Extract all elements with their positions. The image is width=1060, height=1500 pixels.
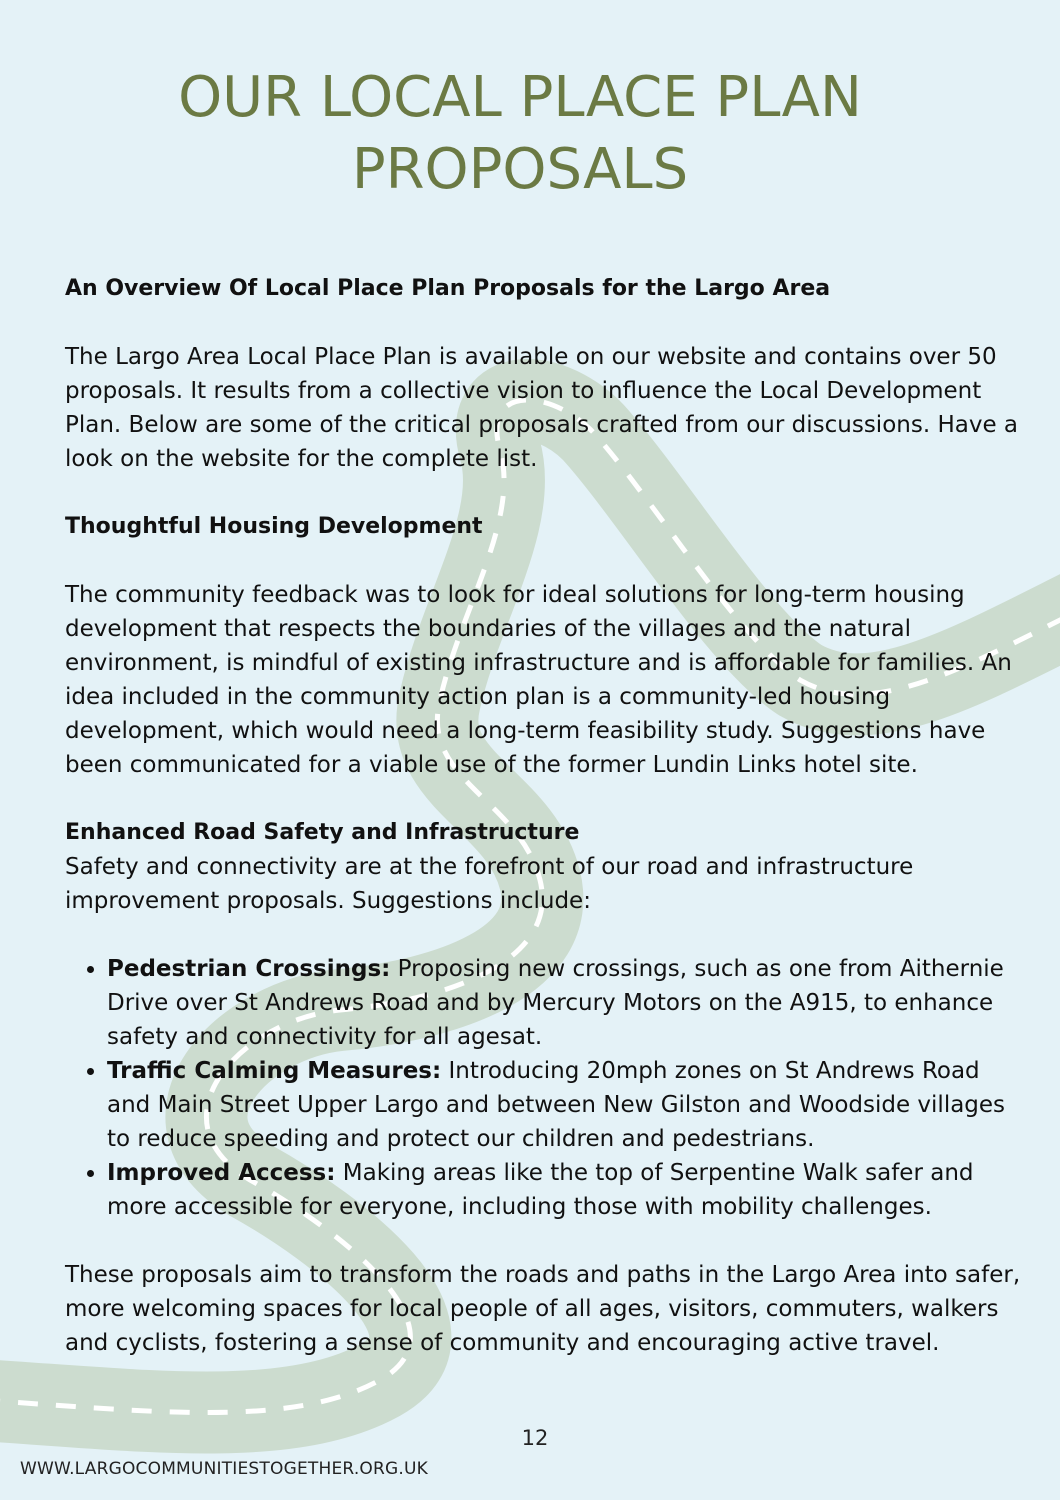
main-content xyxy=(65,272,1025,1360)
bullet-label: Pedestrian Crossings: xyxy=(107,956,391,982)
bullet-label: Improved Access: xyxy=(107,1160,336,1186)
bullet-label: Traffic Calming Measures: xyxy=(107,1058,442,1084)
bullet-text: Proposing new crossings, such as one from Aithernie Drive over St Andrews Road and by Mercury Motors on the A915, to enhance safety and connectivity for all agesat. xyxy=(107,956,1004,1050)
overview-heading: An Overview Of Local Place Plan Proposals for the Largo Area xyxy=(65,276,831,301)
bullet-text: Introducing 20mph zones on St Andrews Road and Main Street Upper Largo and between New Gilston and Woodside villages to reduce speeding and protect our children and pedestrians. xyxy=(107,1058,1006,1152)
roads-closing: These proposals aim to transform the roads and paths in the Largo Area into safer, more welcoming spaces for local people of all ages, visitors, commuters, walkers and cyclists, fostering a sense of community and encouraging active travel. xyxy=(65,1262,1021,1356)
bullet-traffic-calming xyxy=(107,1054,1025,1156)
footer-website-link[interactable]: WWW.LARGOCOMMUNITIESTOGETHER.ORG.UK xyxy=(20,1459,428,1479)
overview-body: The Largo Area Local Place Plan is available on our website and contains over 50 proposals. It results from a collective vision to influence the Local Development Plan. Below are some of the critical proposals crafted from our discussions. Have a look on the website for the complete list. xyxy=(65,344,1019,472)
roads-intro: Safety and connectivity are at the forefront of our road and infrastructure improvement proposals. Suggestions include: xyxy=(65,854,914,914)
roads-bullet-list xyxy=(65,952,1025,1224)
housing-heading: Thoughtful Housing Development xyxy=(65,514,483,539)
page-title xyxy=(60,62,980,206)
page-number: 12 xyxy=(521,1426,549,1450)
title-line-2: PROPOSALS xyxy=(351,137,689,202)
housing-body: The community feedback was to look for ideal solutions for long-term housing development that respects the boundaries of the villages and the natural environment, is mindful of existing infrastructure and is affordable for families. An idea included in the community action plan is a community-led housing development, which would need a long-term feasibility study. Suggestions have been communicated for a viable use of the former Lundin Links hotel site. xyxy=(65,582,1012,778)
bullet-improved-access xyxy=(107,1156,1025,1224)
bullet-text: Making areas like the top of Serpentine Walk safer and more accessible for everyone, including those with mobility challenges. xyxy=(107,1160,974,1220)
bullet-pedestrian-crossings xyxy=(107,952,1025,1054)
title-line-1: OUR LOCAL PLACE PLAN xyxy=(178,65,862,130)
roads-heading: Enhanced Road Safety and Infrastructure xyxy=(65,820,580,845)
